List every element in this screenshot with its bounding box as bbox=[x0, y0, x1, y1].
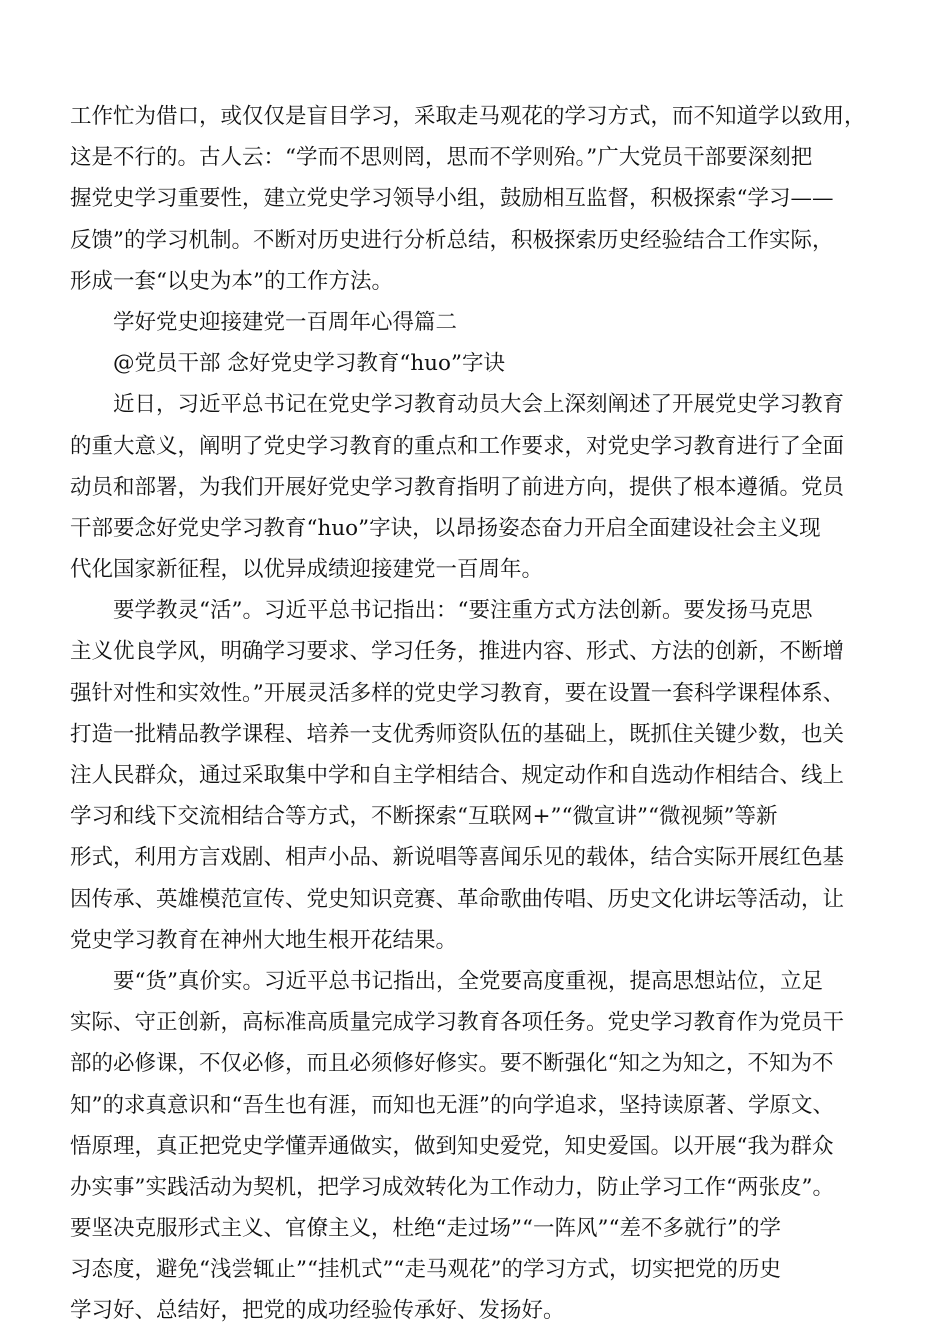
text-line: 要学教灵“活”。习近平总书记指出：“要注重方式方法创新。要发扬马克思 bbox=[113, 598, 813, 624]
text-line: 学习好、总结好，把党的成功经验传承好、发扬好。 bbox=[70, 1298, 565, 1324]
text-line: 干部要念好党史学习教育“huo”字诀，以昂扬姿态奋力开启全面建设社会主义现 bbox=[70, 515, 821, 541]
text-line: 悟原理，真正把党史学懂弄通做实，做到知史爱党，知史爱国。以开展“我为群众 bbox=[70, 1133, 834, 1159]
text-line: 学习和线下交流相结合等方式，不断探索“互联网+”“微宣讲”“微视频”等新 bbox=[70, 804, 778, 830]
text-line: 要“货”真价实。习近平总书记指出，全党要高度重视，提高思想站位，立足 bbox=[113, 968, 823, 994]
text-line: 习态度，避免“浅尝辄止”“挂机式”“走马观花”的学习方式，切实把党的历史 bbox=[70, 1257, 781, 1283]
text-line: 形式，利用方言戏剧、相声小品、新说唱等喜闻乐见的载体，结合实际开展红色基 bbox=[70, 845, 845, 871]
text-line: 动员和部署，为我们开展好党史学习教育指明了前进方向，提供了根本遵循。党员 bbox=[70, 474, 845, 500]
text-line: 部的必修课，不仅必修，而且必须修好修实。要不断强化“知之为知之，不知为不 bbox=[70, 1051, 834, 1077]
text-line: 党史学习教育在神州大地生根开花结果。 bbox=[70, 927, 458, 953]
text-line: 近日，习近平总书记在党史学习教育动员大会上深刻阐述了开展党史学习教育 bbox=[113, 392, 845, 418]
text-line: 代化国家新征程，以优异成绩迎接建党一百周年。 bbox=[70, 557, 544, 583]
text-line: 要坚决克服形式主义、官僚主义，杜绝“走过场”“一阵风”“差不多就行”的学 bbox=[70, 1216, 781, 1242]
text-line: 实际、守正创新，高标准高质量完成学习教育各项任务。党史学习教育作为党员干 bbox=[70, 1010, 845, 1036]
text-line: 的重大意义，阐明了党史学习教育的重点和工作要求，对党史学习教育进行了全面 bbox=[70, 433, 845, 459]
section-heading: 学好党史迎接建党一百周年心得篇二 bbox=[113, 309, 458, 335]
text-line: 这是不行的。古人云：“学而不思则罔，思而不学则殆。”广大党员干部要深刻把 bbox=[70, 145, 813, 171]
text-line: 打造一批精品教学课程、培养一支优秀师资队伍的基础上，既抓住关键少数，也关 bbox=[70, 721, 845, 747]
text-line: 反馈”的学习机制。不断对历史进行分析总结，积极探索历史经验结合工作实际， bbox=[70, 227, 834, 253]
text-line: 握党史学习重要性，建立党史学习领导小组，鼓励相互监督，积极探索“学习—— bbox=[70, 186, 834, 212]
text-line: 办实事”实践活动为契机，把学习成效转化为工作动力，防止学习工作“两张皮”。 bbox=[70, 1174, 834, 1200]
text-line: 知”的求真意识和“吾生也有涯，而知也无涯”的向学追求，坚持读原著、学原文、 bbox=[70, 1092, 834, 1118]
text-line: 注人民群众，通过采取集中学和自主学相结合、规定动作和自选动作相结合、线上 bbox=[70, 763, 845, 788]
article-title: @党员干部 念好党史学习教育“huo”字诀 bbox=[113, 351, 505, 377]
document-body bbox=[70, 96, 894, 1332]
text-line: 工作忙为借口，或仅仅是盲目学习，采取走马观花的学习方式，而不知道学以致用， bbox=[70, 104, 866, 129]
text-line: 形成一套“以史为本”的工作方法。 bbox=[70, 268, 393, 294]
text-line: 因传承、英雄模范宣传、党史知识竞赛、革命歌曲传唱、历史文化讲坛等活动，让 bbox=[70, 886, 845, 912]
text-line: 主义优良学风，明确学习要求、学习任务，推进内容、形式、方法的创新，不断增 bbox=[70, 639, 845, 665]
text-line: 强针对性和实效性。”开展灵活多样的党史学习教育，要在设置一套科学课程体系、 bbox=[70, 680, 845, 706]
